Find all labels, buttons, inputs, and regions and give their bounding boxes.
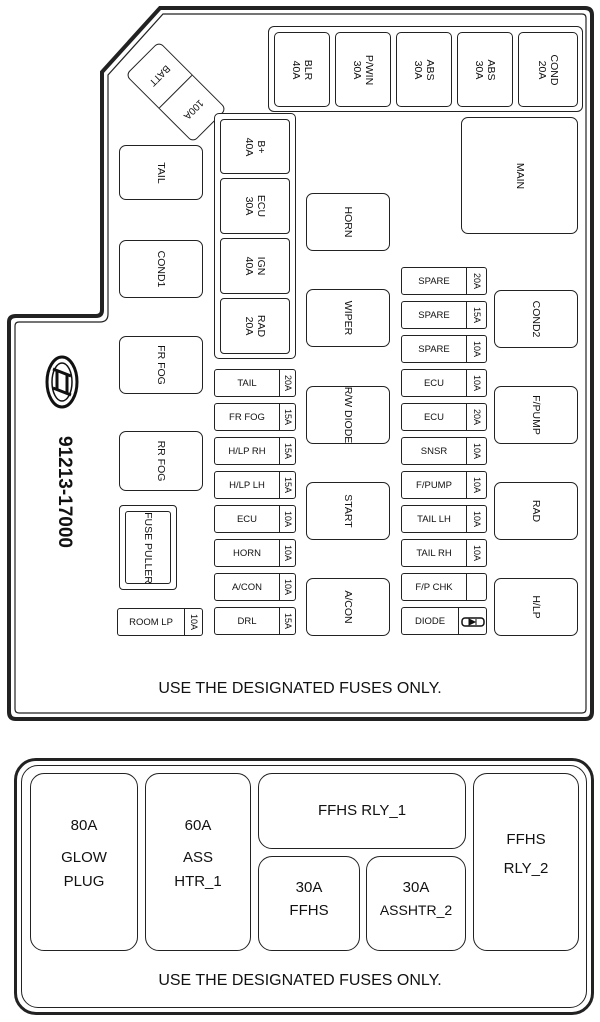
relay-label: F/PUMP bbox=[530, 395, 543, 435]
fuse-amp: 30A bbox=[412, 60, 424, 79]
fuse-amp: 20A bbox=[471, 408, 482, 426]
relay-label: WIPER bbox=[342, 300, 355, 336]
fuse-name: SPARE bbox=[418, 309, 450, 321]
batt-fuse-name: BATT bbox=[146, 62, 172, 88]
fuse-amp: 60A bbox=[184, 817, 212, 834]
fuse-amp: 10A bbox=[282, 510, 293, 528]
relay-rw-diode bbox=[306, 386, 390, 444]
fuse-name: ECU bbox=[255, 194, 268, 218]
fuse-name: ASSHTR_2 bbox=[379, 901, 453, 918]
mini-fuse bbox=[401, 505, 487, 533]
fuse-name: ABS bbox=[485, 58, 498, 81]
mini-fuse-fp-chk bbox=[401, 573, 487, 601]
fuse-name: FFHS bbox=[289, 901, 329, 919]
fuse-amp: 30A bbox=[402, 879, 430, 896]
relay-main bbox=[461, 117, 578, 234]
relay-tail bbox=[119, 145, 203, 200]
top-panel-footer: USE THE DESIGNATED FUSES ONLY. bbox=[158, 680, 442, 697]
fuse-puller bbox=[119, 505, 177, 590]
fuse-ffhs bbox=[258, 856, 360, 951]
fuse-amp: 20A bbox=[243, 316, 255, 336]
fuse-rad-20a bbox=[220, 298, 290, 354]
fuse-room-lp bbox=[117, 608, 203, 636]
mini-fuse bbox=[401, 539, 487, 567]
mini-fuse bbox=[214, 505, 296, 533]
fuse-amp: 80A bbox=[70, 817, 98, 834]
relay-label: H/LP bbox=[530, 595, 543, 619]
mini-fuse bbox=[214, 437, 296, 465]
fuse-ign bbox=[220, 238, 290, 294]
fuse-name: P/WIN bbox=[363, 54, 376, 85]
relay-ffhs-rly-1 bbox=[258, 773, 466, 849]
mini-fuse bbox=[401, 335, 487, 363]
fuse-amp: 15A bbox=[471, 306, 482, 324]
fuse-name: HORN bbox=[233, 547, 261, 559]
fuse-name: ROOM LP bbox=[129, 616, 173, 628]
fuse-name: F/PUMP bbox=[416, 479, 452, 491]
fuse-name: DIODE bbox=[414, 615, 446, 627]
mini-fuse bbox=[401, 403, 487, 431]
relay-fr-fog bbox=[119, 336, 203, 394]
fuse-amp: 10A bbox=[471, 544, 482, 562]
fuse-ass-htr-1 bbox=[145, 773, 251, 951]
fuse-amp: 20A bbox=[536, 60, 548, 79]
mini-fuse bbox=[214, 403, 296, 431]
relay-cond2 bbox=[494, 290, 578, 348]
fuse-glow-plug bbox=[30, 773, 138, 951]
fuse-amp: 30A bbox=[295, 879, 323, 896]
fuse-name: ABS bbox=[424, 58, 437, 81]
fuse-amp: 20A bbox=[282, 374, 293, 392]
fuse-amp: 30A bbox=[351, 60, 363, 79]
fuse-name: ECU bbox=[423, 411, 445, 423]
fuse-name: TAIL LH bbox=[417, 513, 451, 525]
top-fuse-pwin bbox=[335, 32, 391, 107]
fuse-amp: 10A bbox=[471, 476, 482, 494]
fuse-amp: 15A bbox=[282, 408, 293, 426]
bottom-panel-footer: USE THE DESIGNATED FUSES ONLY. bbox=[158, 972, 442, 989]
top-fuse-cond bbox=[518, 32, 578, 107]
fuse-amp: 40A bbox=[243, 256, 255, 276]
relay-ffhs-rly-2 bbox=[473, 773, 579, 951]
mini-fuse bbox=[401, 471, 487, 499]
mini-fuse bbox=[401, 369, 487, 397]
fuse-amp: 15A bbox=[282, 442, 293, 460]
fuse-amp: 10A bbox=[188, 613, 199, 631]
fuse-name: ECU bbox=[236, 513, 258, 525]
fuse-name: H/LP LH bbox=[229, 479, 265, 491]
fuse-amp: 10A bbox=[471, 340, 482, 358]
relay-label: COND1 bbox=[155, 250, 168, 288]
relay-label-line1: FFHS bbox=[506, 831, 546, 848]
fuse-amp: 40A bbox=[243, 137, 255, 156]
fuse-name: FR FOG bbox=[229, 411, 265, 423]
fuse-amp: 40A bbox=[290, 60, 302, 79]
part-number: 91213-17000 bbox=[54, 436, 75, 548]
top-fuse-abs-2 bbox=[457, 32, 513, 107]
fuse-name: COND bbox=[548, 54, 561, 85]
fuse-name: SPARE bbox=[418, 343, 450, 355]
fuse-name-line2: HTR_1 bbox=[174, 873, 222, 890]
mini-fuse bbox=[214, 369, 296, 397]
relay-wiper bbox=[306, 289, 390, 347]
relay-h-lp bbox=[494, 578, 578, 636]
fuse-name-line1: ASS bbox=[182, 849, 213, 866]
fuse-amp: 30A bbox=[243, 196, 255, 216]
mini-fuse bbox=[214, 539, 296, 567]
relay-a-con bbox=[306, 578, 390, 636]
fuse-name-line2: PLUG bbox=[63, 873, 105, 890]
fuse-name: BLR bbox=[302, 59, 315, 80]
fuse-amp: 15A bbox=[282, 476, 293, 494]
fuse-amp: 20A bbox=[471, 272, 482, 290]
fuse-name: A/CON bbox=[231, 581, 263, 593]
fuse-name: F/P CHK bbox=[415, 581, 453, 593]
top-fuse-abs-1 bbox=[396, 32, 452, 107]
fuse-name: SPARE bbox=[418, 275, 450, 287]
relay-horn bbox=[306, 193, 390, 251]
fuse-name: DRL bbox=[237, 615, 257, 627]
relay-rr-fog bbox=[119, 431, 203, 491]
brand-logo bbox=[44, 354, 80, 410]
fuse-amp: 10A bbox=[282, 544, 293, 562]
fuse-name-line1: GLOW bbox=[61, 849, 107, 866]
fuse-amp: 15A bbox=[282, 612, 293, 630]
relay-label: FFHS RLY_1 bbox=[317, 802, 407, 819]
fuse-amp: 10A bbox=[471, 374, 482, 392]
relay-label: START bbox=[342, 494, 355, 528]
relay-label: RAD bbox=[530, 499, 543, 523]
batt-fuse-amp: 100A bbox=[180, 96, 205, 121]
relay-label-line2: RLY_2 bbox=[503, 859, 549, 877]
relay-label: RR FOG bbox=[155, 440, 168, 482]
fuse-ecu-30a bbox=[220, 178, 290, 234]
relay-cond1 bbox=[119, 240, 203, 298]
diode-symbol-icon bbox=[461, 617, 485, 627]
relay-start bbox=[306, 482, 390, 540]
fuse-name: H/LP RH bbox=[228, 445, 266, 457]
mini-fuse bbox=[401, 267, 487, 295]
relay-label: MAIN bbox=[513, 162, 526, 189]
fuse-name: TAIL bbox=[237, 377, 257, 389]
relay-label: A/CON bbox=[342, 590, 355, 624]
mini-fuse bbox=[214, 471, 296, 499]
fuse-name: TAIL RH bbox=[416, 547, 452, 559]
relay-f-pump bbox=[494, 386, 578, 444]
relay-rad bbox=[494, 482, 578, 540]
mini-fuse bbox=[401, 301, 487, 329]
fuse-amp: 10A bbox=[471, 442, 482, 460]
mini-fuse bbox=[214, 607, 296, 635]
fuse-name: ECU bbox=[423, 377, 445, 389]
relay-label: TAIL bbox=[155, 161, 168, 184]
fuse-ass-htr-2 bbox=[366, 856, 466, 951]
mini-fuse-diode bbox=[401, 607, 487, 635]
relay-label: COND2 bbox=[530, 300, 543, 338]
fuse-amp: 10A bbox=[471, 510, 482, 528]
fuse-b-plus bbox=[220, 119, 290, 174]
fuse-name: RAD bbox=[255, 314, 268, 338]
fuse-name: SNSR bbox=[420, 445, 448, 457]
fuse-name: B+ bbox=[255, 139, 268, 154]
mini-fuse bbox=[214, 573, 296, 601]
fuse-name: IGN bbox=[255, 256, 268, 276]
fuse-puller-label: FUSE PULLER bbox=[142, 511, 155, 584]
relay-label: HORN bbox=[342, 206, 355, 238]
fuse-amp: 30A bbox=[473, 60, 485, 79]
mini-fuse bbox=[401, 437, 487, 465]
relay-label: FR FOG bbox=[155, 345, 168, 385]
relay-label: R/W DIODE bbox=[342, 386, 355, 444]
top-fuse-blr bbox=[274, 32, 330, 107]
fuse-amp: 10A bbox=[282, 578, 293, 596]
